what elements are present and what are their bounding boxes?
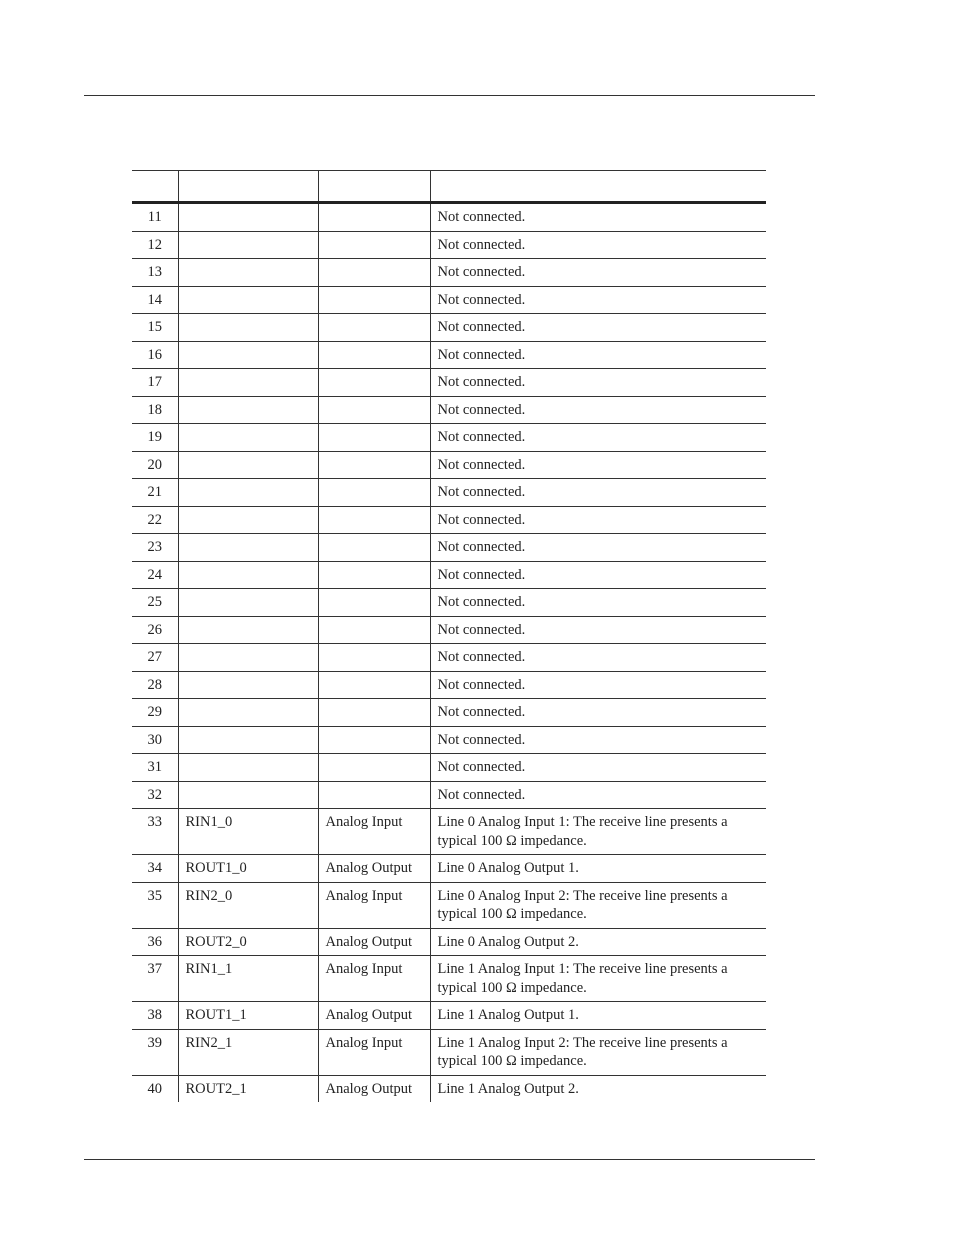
cell-signal: RIN2_0 bbox=[178, 882, 318, 928]
table-row bbox=[132, 231, 766, 259]
cell-signal bbox=[178, 781, 318, 809]
cell-type bbox=[318, 203, 430, 232]
table-body bbox=[132, 203, 766, 1103]
cell-signal bbox=[178, 644, 318, 672]
table-row bbox=[132, 424, 766, 452]
cell-pin: 14 bbox=[132, 286, 178, 314]
cell-pin: 40 bbox=[147, 1080, 162, 1097]
cell-pin: 28 bbox=[132, 671, 178, 699]
cell-type bbox=[318, 259, 430, 287]
cell-type: Analog Output bbox=[318, 855, 430, 883]
cell-type bbox=[318, 534, 430, 562]
cell-signal: RIN1_1 bbox=[178, 956, 318, 1002]
cell-signal: ROUT1_1 bbox=[178, 1002, 318, 1030]
cell-type bbox=[318, 506, 430, 534]
cell-description: Not connected. bbox=[430, 341, 766, 369]
table-row bbox=[132, 314, 766, 342]
cell-signal bbox=[178, 341, 318, 369]
cell-description: Not connected. bbox=[430, 259, 766, 287]
cell-description: Not connected. bbox=[430, 699, 766, 727]
table-row bbox=[132, 855, 766, 883]
cell-signal bbox=[178, 671, 318, 699]
cell-signal bbox=[178, 726, 318, 754]
cell-type bbox=[318, 616, 430, 644]
cell-type bbox=[318, 231, 430, 259]
table-row bbox=[132, 451, 766, 479]
cell-type: Analog Output bbox=[318, 1075, 430, 1102]
cell-signal bbox=[178, 231, 318, 259]
cell-signal bbox=[178, 561, 318, 589]
cell-description: Line 0 Analog Input 1: The receive line presents a typical 100 Ω impedance. bbox=[430, 809, 766, 855]
cell-signal bbox=[178, 203, 318, 232]
cell-description: Not connected. bbox=[430, 616, 766, 644]
cell-type bbox=[318, 341, 430, 369]
cell-pin: 36 bbox=[132, 928, 178, 956]
cell-type: Analog Input bbox=[318, 809, 430, 855]
cell-description: Line 1 Analog Input 1: The receive line presents a typical 100 Ω impedance. bbox=[430, 956, 766, 1002]
table-row bbox=[132, 589, 766, 617]
table-row bbox=[132, 1075, 766, 1102]
cell-signal bbox=[178, 699, 318, 727]
table-row bbox=[132, 396, 766, 424]
cell-signal bbox=[178, 506, 318, 534]
cell-description: Not connected. bbox=[430, 424, 766, 452]
table-row bbox=[132, 259, 766, 287]
table-row bbox=[132, 534, 766, 562]
cell-signal: ROUT2_0 bbox=[178, 928, 318, 956]
cell-type bbox=[318, 589, 430, 617]
table-row bbox=[132, 699, 766, 727]
cell-pin: 27 bbox=[132, 644, 178, 672]
header-cell-description bbox=[430, 171, 766, 203]
cell-signal bbox=[178, 616, 318, 644]
cell-description: Not connected. bbox=[430, 396, 766, 424]
header-rule bbox=[84, 95, 815, 96]
table-row bbox=[132, 809, 766, 855]
cell-type bbox=[318, 699, 430, 727]
cell-pin: 39 bbox=[132, 1029, 178, 1075]
cell-signal: RIN1_0 bbox=[178, 809, 318, 855]
cell-type bbox=[318, 369, 430, 397]
cell-pin: 17 bbox=[132, 369, 178, 397]
cell-type bbox=[318, 644, 430, 672]
table-row bbox=[132, 203, 766, 232]
cell-type bbox=[318, 396, 430, 424]
cell-pin: 13 bbox=[132, 259, 178, 287]
cell-pin: 11 bbox=[132, 203, 178, 232]
cell-pin: 30 bbox=[132, 726, 178, 754]
cell-description: Not connected. bbox=[430, 286, 766, 314]
cell-description: Not connected. bbox=[430, 781, 766, 809]
cell-pin: 33 bbox=[132, 809, 178, 855]
cell-pin: 34 bbox=[132, 855, 178, 883]
cell-description: Not connected. bbox=[430, 506, 766, 534]
header-cell-signal bbox=[178, 171, 318, 203]
cell-pin: 23 bbox=[132, 534, 178, 562]
cell-type bbox=[318, 754, 430, 782]
table-row bbox=[132, 286, 766, 314]
cell-type bbox=[318, 671, 430, 699]
cell-signal: ROUT2_1 bbox=[178, 1075, 318, 1102]
cell-type: Analog Output bbox=[318, 1002, 430, 1030]
table-row bbox=[132, 561, 766, 589]
cell-description: Not connected. bbox=[430, 561, 766, 589]
cell-description: Not connected. bbox=[430, 589, 766, 617]
cell-description: Line 0 Analog Output 1. bbox=[430, 855, 766, 883]
header-cell-pin bbox=[132, 171, 178, 203]
table-row bbox=[132, 671, 766, 699]
cell-pin: 35 bbox=[132, 882, 178, 928]
cell-description: Not connected. bbox=[430, 671, 766, 699]
cell-signal bbox=[178, 534, 318, 562]
cell-description: Not connected. bbox=[430, 644, 766, 672]
table-row bbox=[132, 928, 766, 956]
cell-signal bbox=[178, 451, 318, 479]
table-row bbox=[132, 956, 766, 1002]
cell-pin: 29 bbox=[132, 699, 178, 727]
cell-pin: 37 bbox=[132, 956, 178, 1002]
cell-description: Not connected. bbox=[430, 726, 766, 754]
cell-pin: 12 bbox=[132, 231, 178, 259]
cell-pin: 22 bbox=[132, 506, 178, 534]
cell-signal: ROUT1_0 bbox=[178, 855, 318, 883]
cell-description: Not connected. bbox=[430, 451, 766, 479]
cell-signal bbox=[178, 259, 318, 287]
cell-type: Analog Input bbox=[318, 956, 430, 1002]
cell-pin: 31 bbox=[132, 754, 178, 782]
cell-signal bbox=[178, 589, 318, 617]
cell-type: Analog Input bbox=[318, 882, 430, 928]
cell-signal bbox=[178, 754, 318, 782]
table-row bbox=[132, 754, 766, 782]
table-row bbox=[132, 479, 766, 507]
cell-type bbox=[318, 479, 430, 507]
cell-description: Not connected. bbox=[430, 479, 766, 507]
table-header-row bbox=[132, 171, 766, 203]
cell-pin: 32 bbox=[132, 781, 178, 809]
cell-description: Not connected. bbox=[430, 231, 766, 259]
table-row bbox=[132, 616, 766, 644]
cell-pin: 38 bbox=[132, 1002, 178, 1030]
pin-assignment-table bbox=[132, 170, 766, 1102]
cell-description: Not connected. bbox=[430, 369, 766, 397]
table-row bbox=[132, 781, 766, 809]
cell-type: Analog Output bbox=[318, 928, 430, 956]
cell-signal bbox=[178, 396, 318, 424]
cell-type bbox=[318, 286, 430, 314]
cell-pin: 15 bbox=[132, 314, 178, 342]
cell-pin: 20 bbox=[132, 451, 178, 479]
cell-description: Line 1 Analog Output 2. bbox=[430, 1075, 766, 1102]
cell-description: Line 0 Analog Input 2: The receive line presents a typical 100 Ω impedance. bbox=[430, 882, 766, 928]
cell-description: Line 1 Analog Input 2: The receive line presents a typical 100 Ω impedance. bbox=[430, 1029, 766, 1075]
table-row bbox=[132, 369, 766, 397]
table-row bbox=[132, 1029, 766, 1075]
cell-pin: 26 bbox=[132, 616, 178, 644]
cell-pin: 25 bbox=[132, 589, 178, 617]
cell-signal bbox=[178, 286, 318, 314]
table-row bbox=[132, 1002, 766, 1030]
table-row bbox=[132, 341, 766, 369]
table-row bbox=[132, 506, 766, 534]
cell-description: Not connected. bbox=[430, 754, 766, 782]
cell-signal: RIN2_1 bbox=[178, 1029, 318, 1075]
cell-description: Not connected. bbox=[430, 203, 766, 232]
header-cell-type bbox=[318, 171, 430, 203]
footer-rule bbox=[84, 1159, 815, 1160]
cell-type: Analog Input bbox=[318, 1029, 430, 1075]
cell-pin: 24 bbox=[132, 561, 178, 589]
cell-signal bbox=[178, 369, 318, 397]
cell-type bbox=[318, 561, 430, 589]
table-row bbox=[132, 726, 766, 754]
cell-type bbox=[318, 314, 430, 342]
cell-type bbox=[318, 451, 430, 479]
cell-pin: 19 bbox=[132, 424, 178, 452]
cell-type bbox=[318, 781, 430, 809]
table-row bbox=[132, 644, 766, 672]
cell-pin: 21 bbox=[132, 479, 178, 507]
cell-signal bbox=[178, 424, 318, 452]
cell-signal bbox=[178, 314, 318, 342]
cell-type bbox=[318, 424, 430, 452]
table-row bbox=[132, 882, 766, 928]
cell-pin: 16 bbox=[132, 341, 178, 369]
cell-description: Not connected. bbox=[430, 534, 766, 562]
cell-description: Line 0 Analog Output 2. bbox=[430, 928, 766, 956]
cell-signal bbox=[178, 479, 318, 507]
cell-description: Not connected. bbox=[430, 314, 766, 342]
cell-type bbox=[318, 726, 430, 754]
cell-pin: 18 bbox=[132, 396, 178, 424]
cell-description: Line 1 Analog Output 1. bbox=[430, 1002, 766, 1030]
